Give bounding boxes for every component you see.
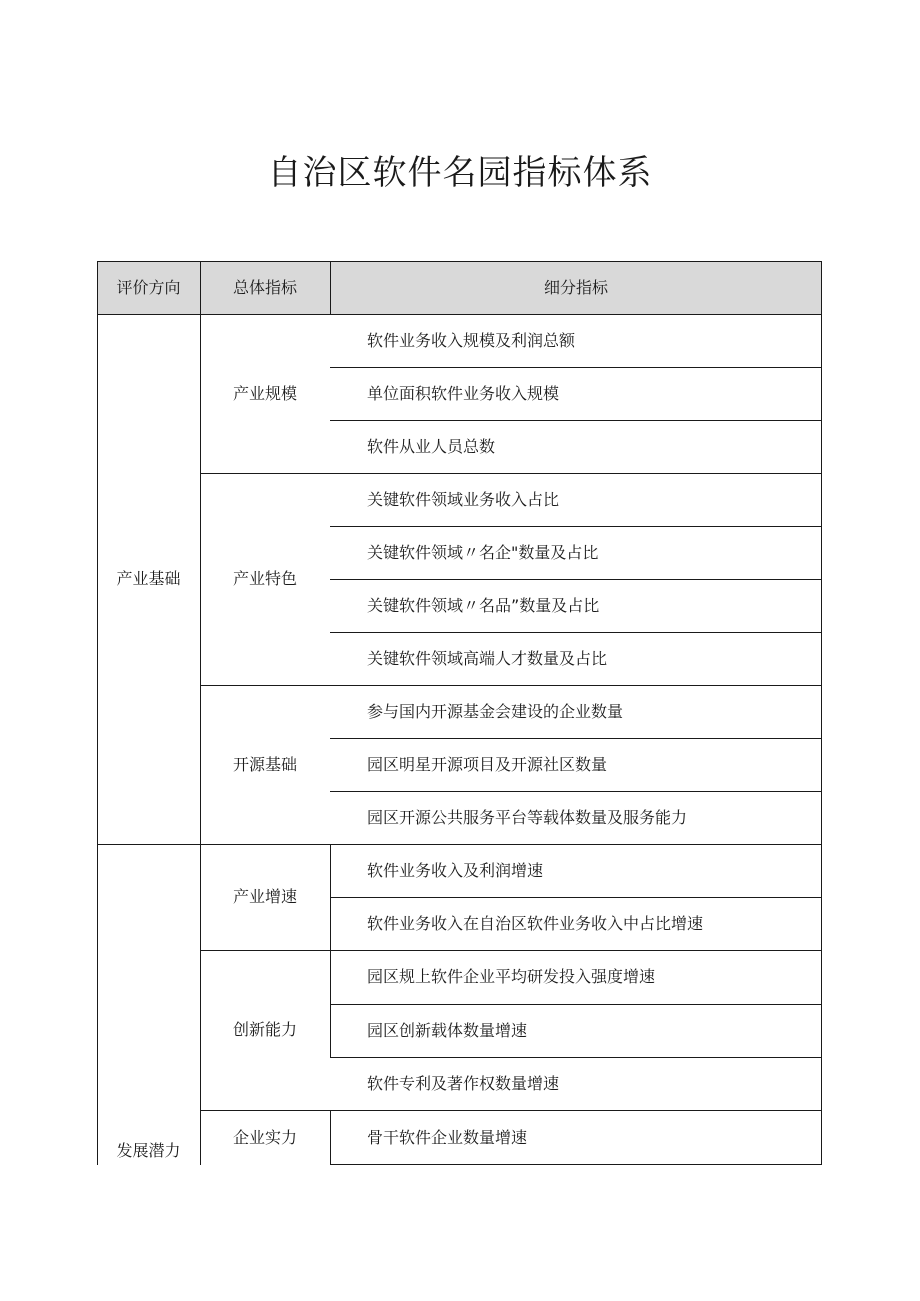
detail-indicator: 软件业务收入在自治区软件业务收入中占比增速: [367, 913, 704, 933]
indicator-table: [97, 261, 822, 1165]
detail-indicator: 软件业务收入及利润增速: [367, 860, 544, 880]
detail-indicator: 园区开源公共服务平台等载体数量及服务能力: [367, 807, 688, 827]
overall-indicator: 开源基础: [232, 754, 297, 774]
detail-indicator: 单位面积软件业务收入规模: [367, 383, 560, 403]
detail-indicator: 关键软件领域高端人才数量及占比: [367, 648, 608, 668]
overall-indicator: 产业规模: [232, 383, 297, 403]
page-title: 自治区软件名园指标体系: [267, 153, 653, 193]
detail-indicator: 关键软件领域业务收入占比: [367, 489, 560, 509]
detail-indicator: 骨干软件企业数量增速: [367, 1127, 528, 1147]
detail-indicator: 参与国内开源基金会建设的企业数量: [367, 701, 624, 721]
direction-development-potential: 发展潜力: [116, 1141, 181, 1160]
header-overall: 总体指标: [232, 277, 297, 297]
overall-indicator: 企业实力: [232, 1127, 297, 1147]
direction-industry-foundation: 产业基础: [116, 569, 181, 588]
detail-indicator: 园区规上软件企业平均研发投入强度增速: [367, 967, 656, 986]
header-direction: 评价方向: [116, 277, 181, 297]
detail-indicator: 软件业务收入规模及利润总额: [367, 330, 576, 350]
detail-indicator: 关键软件领域〃名企"数量及占比: [367, 542, 599, 562]
header-detail: 细分指标: [543, 277, 608, 297]
detail-indicator: 关键软件领域〃名品”数量及占比: [367, 595, 600, 615]
detail-indicator: 软件专利及著作权数量增速: [367, 1073, 560, 1093]
overall-indicator: 产业增速: [232, 887, 297, 906]
detail-indicator: 园区创新载体数量增速: [367, 1020, 528, 1040]
detail-indicator: 园区明星开源项目及开源社区数量: [367, 754, 608, 774]
detail-indicator: 软件从业人员总数: [367, 436, 496, 456]
overall-indicator: 产业特色: [232, 569, 297, 588]
overall-indicator: 创新能力: [232, 1020, 297, 1039]
